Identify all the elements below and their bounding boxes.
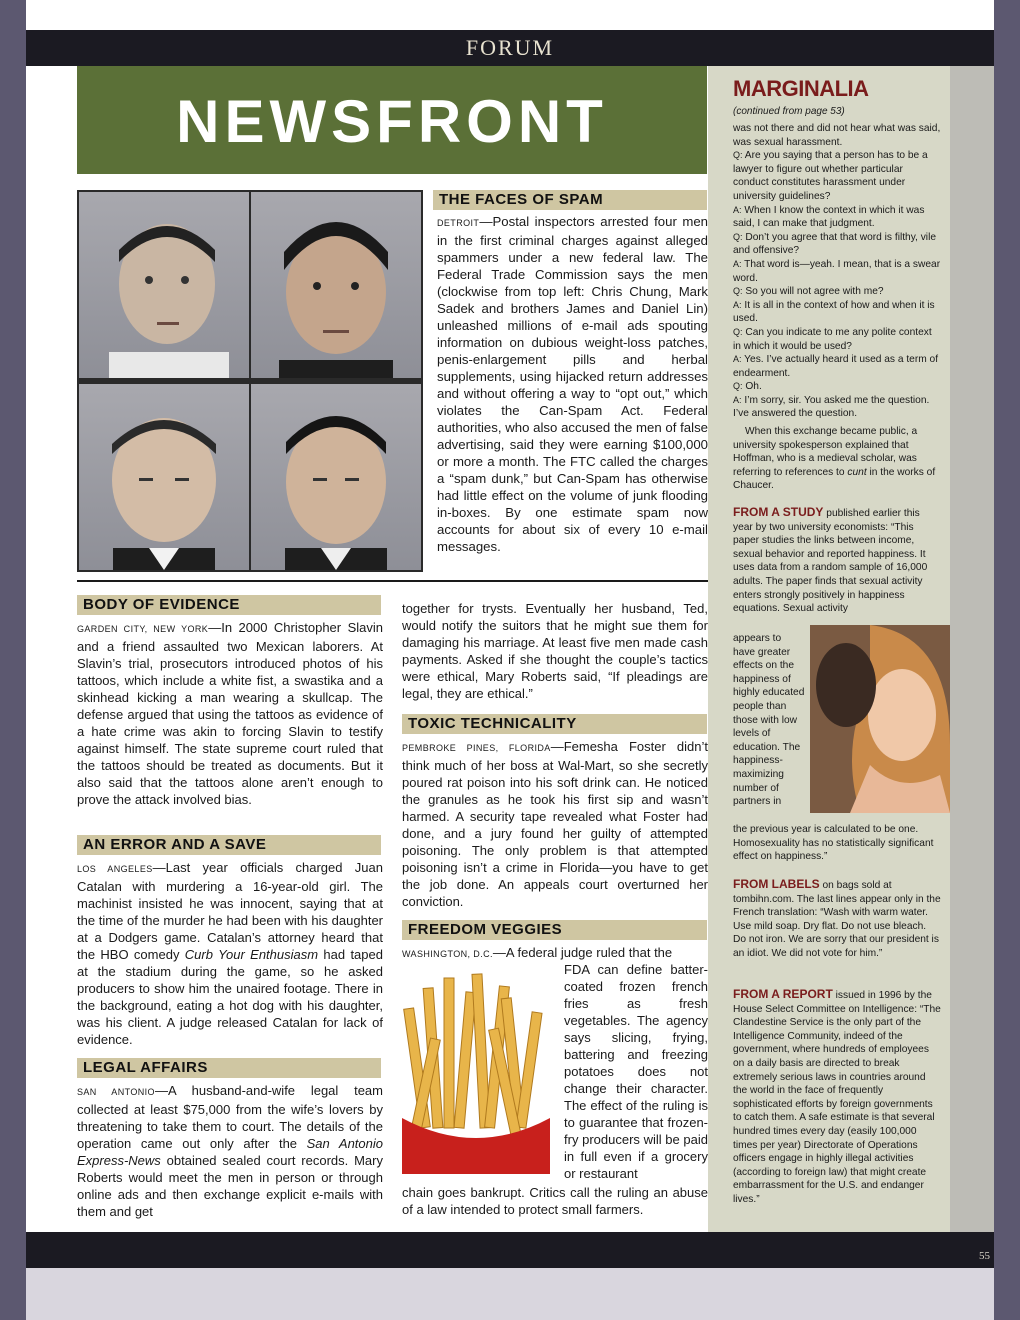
right-margin — [994, 0, 1020, 1320]
left-margin — [0, 0, 26, 1320]
article-text: —A husband-and-wife legal team collected at least $75,000 from the wife’s lovers by threatening to take them to court. The details of the operation came out only after the — [77, 1083, 383, 1151]
qa-text: Yes. I’ve actually heard it used as a term of endearment. — [733, 354, 939, 379]
qa-line — [733, 122, 941, 149]
qa-text: I’m sorry, sir. You asked me the question. I’ve answered the question. — [733, 394, 930, 420]
section-divider — [77, 580, 708, 582]
newspaper-title: San Antonio Express-News — [77, 1136, 383, 1168]
french-fries-photo — [402, 968, 550, 1174]
qa-marker: Q: — [733, 381, 743, 392]
legal-affairs-heading: LEGAL AFFAIRS — [77, 1058, 381, 1078]
couple-photo — [810, 625, 950, 813]
dateline: DETROIT — [437, 218, 480, 228]
body-of-evidence-article — [77, 619, 383, 808]
sidebar-edge — [950, 66, 994, 1232]
mugshot-photo — [251, 384, 421, 570]
qa-line — [733, 258, 941, 285]
qa-text: Are you saying that a person has to be a lawyer to figure out whether particular conduct constitutes harassment under university guidelines? — [733, 150, 928, 202]
article-text: —Last year officials charged Juan Catalan with murdering a 16-year-old girl. The machinist insisted he was innocent, saying that at the time of the murder he had been with his daughter at a Dodgers game. Catalan’s attorney heard that the HBO comedy — [77, 860, 383, 962]
qa-line — [733, 394, 941, 421]
footer-band — [26, 1232, 994, 1268]
dateline: LOS ANGELES — [77, 864, 153, 874]
marginalia-study-wrap: appears to have greater effects on the happiness of highly educated people than those with low levels of education. The happiness-maximizing number of partners in — [733, 633, 805, 808]
mugshot-photo — [79, 384, 249, 570]
qa-line — [733, 353, 941, 380]
qa-line — [733, 149, 941, 203]
qa-marker: A: — [733, 354, 742, 365]
marginalia-study-tail: the previous year is calculated to be one. Homosexuality has no statistically significant effect on happiness.” — [733, 824, 934, 863]
marginalia-closing — [733, 425, 941, 493]
study-lead: FROM A STUDY — [733, 505, 824, 519]
labels-text: on bags sold at tombihn.com. The last lines appear only in the French translation: “Wash with warm water. Use mild soap. Dry flat. Do not use bleach. Do not iron. We are sorry that our president is an idiot. We did not vote for him.” — [733, 880, 941, 959]
faces-of-spam-heading: THE FACES OF SPAM — [433, 190, 707, 210]
dateline: GARDEN CITY, NEW YORK — [77, 624, 209, 634]
top-margin — [26, 0, 994, 30]
article-text: —A federal judge ruled that the — [492, 945, 673, 960]
qa-text: was not there and did not hear what was said, was sexual harassment. — [733, 123, 941, 148]
marginalia-continued: (continued from page 53) — [733, 106, 845, 117]
article-text: —Femesha Foster didn’t think much of her boss at Wal-Mart, so she secretly poured rat poison into his soft drink can. He noticed the granules as he took his first sip and wasn’t harmed. A security tape revealed what Foster had done, and a jury found her guilty of attempted poisoning. The only problem is that attempted poisoning isn’t a crime in Florida—you have to get the job done. An appeals court overturned her conviction. — [402, 739, 708, 909]
marginalia-title: MARGINALIA — [733, 76, 869, 101]
freedom-veggies-tail: chain goes bankrupt. Critics call the ruling an abuse of a law intended to protect small farmers. — [402, 1185, 708, 1217]
report-text: issued in 1996 by the House Select Committee on Intelligence: “The Clandestine Service is the only part of the Intelligence Community, indeed of the government, where hundreds of employees on a daily basis are directed to break extremely serious laws in countries around the world in the face of frequently sophisticated efforts by foreign governments to catch them. A safe estimate is that several hundred times every day (easily 100,000 times per year) Directorate of Operations officers engage in highly illegal activities (according to foreign law) that might create embarrassment for the U.S. and endanger lives.” — [733, 990, 941, 1205]
article-text: had taped at the stadium during the game, so he asked producers to show him the unaired footage. There in the background, eating a hot dog with his daughter, was his client. A judge released Catalan for lack of evidence. — [77, 947, 383, 1047]
freedom-veggies-heading: FREEDOM VEGGIES — [402, 920, 707, 940]
article-text: —Postal inspectors arrested four men in the first criminal charges against alleged spammers under a new federal law. The Federal Trade Commission says the men (clockwise from top left: Chris Chung, Mark Sadek and brothers James and Daniel Lin) unleashed millions of e-mail ads spouting information on dubious weight-loss patches, penis-enlargement pills and herbal supplements, using hijacked return addresses and without offering a way to “opt out,” which violates the Can-Spam Act. Federal authorities, who also accused the men of false advertising, said they were earning $100,000 or more a month. The FTC called the charges a “spam dunk,” but Can-Spam has otherwise had little effect on the volume of junk flooding in-boxes. By one estimate spam now accounts for about six of every 10 e-mail messages. — [437, 214, 708, 554]
mugshot-photo — [79, 192, 249, 378]
qa-text: It is all in the context of how and when it is used. — [733, 299, 935, 325]
qa-marker: A: — [733, 258, 742, 269]
qa-text: Can you indicate to me any polite context in which it would be used? — [733, 326, 932, 352]
body-of-evidence-heading: BODY OF EVIDENCE — [77, 595, 381, 615]
toxic-technicality-article — [402, 738, 708, 910]
qa-marker: Q: — [733, 286, 743, 297]
qa-line — [733, 204, 941, 231]
qa-marker: A: — [733, 394, 742, 405]
toxic-technicality-heading: TOXIC TECHNICALITY — [402, 714, 707, 734]
qa-line — [733, 380, 941, 394]
dateline: SAN ANTONIO — [77, 1087, 155, 1097]
error-and-save-article — [77, 859, 383, 1048]
article-text: —In 2000 Christopher Slavin and a friend assaulted two Mexican laborers. At Slavin’s trial, prosecutors introduced photos of his tattoos, which include a white fist, a swastika and a skinhead kicking a man wearing a skullcap. The defense argued that using the tattoos as evidence of a hate crime was akin to forcing Slavin to testify against himself. The state supreme court ruled that the tattoos should be treated as documents. But it also said that the tattoos alone aren’t enough to prove the attack involved bias. — [77, 620, 384, 807]
closing-text: in the works of Chaucer. — [733, 466, 936, 492]
mugshot-photo — [251, 192, 421, 378]
article-text: obtained sealed court records. Mary Roberts would meet the men in person or through online ads and then exchange explicit e-mails with them and get — [77, 1153, 383, 1219]
marginalia-labels — [733, 878, 941, 961]
study-text: published earlier this year by two university economists: “This paper studies the links between income, sexual behavior and reported happiness. It uses data from a random sample of 16,000 adults. The paper finds that sexual activity enters strongly positively in happiness equations. Sexual activity — [733, 508, 928, 615]
qa-text: Oh. — [745, 381, 762, 393]
show-title: Curb Your Enthusiasm — [184, 947, 319, 962]
qa-text: That word is—yeah. I mean, that is a swear word. — [733, 258, 941, 284]
qa-text: Don’t you agree that that word is filthy, vile and offensive? — [733, 231, 936, 257]
report-lead: FROM A REPORT — [733, 987, 833, 1001]
qa-marker: A: — [733, 204, 742, 215]
qa-text: When I know the context in which it was said, I can make that judgment. — [733, 204, 925, 230]
freedom-veggies-wrap: FDA can define batter-coated frozen french fries as fresh vegetables. The agency says slicing, frying, battering and freezing potatoes does not change their character. The effect of the ruling is to guarantee that frozen-fry producers will be paid in full even if a grocery or restaurant — [564, 962, 708, 1181]
closing-text: When this exchange became public, a university spokesperson explained that Hoffman, who is a medieval scholar, was referring to references to — [733, 426, 918, 478]
page-title: NEWSFRONT — [176, 88, 608, 155]
error-and-save-heading: AN ERROR AND A SAVE — [77, 835, 381, 855]
qa-line — [733, 326, 941, 353]
marginalia-study — [733, 506, 941, 616]
marginalia-qa — [733, 122, 941, 421]
qa-text: So you will not agree with me? — [745, 286, 884, 298]
qa-marker: Q: — [733, 231, 743, 242]
qa-line — [733, 231, 941, 258]
faces-of-spam-article — [437, 213, 708, 555]
marginalia-report — [733, 988, 941, 1207]
closing-word: cunt — [847, 466, 867, 478]
qa-line — [733, 299, 941, 326]
legal-affairs-article — [77, 1082, 383, 1220]
qa-marker: Q: — [733, 326, 743, 337]
dateline: PEMBROKE PINES, FLORIDA — [402, 743, 551, 753]
page-number: 55 — [979, 1250, 990, 1262]
section-label: FORUM — [465, 35, 555, 60]
dateline: WASHINGTON, D.C. — [402, 949, 493, 959]
qa-marker: A: — [733, 299, 742, 310]
labels-lead: FROM LABELS — [733, 877, 820, 891]
legal-affairs-continued: together for trysts. Eventually her husband, Ted, would notify the suitors that he might sue them for damaging his marriage. At least five men made cash payments. Asked if she thought the couple’s tactics were ethical, Mary Roberts said, “If pleadings are legal, they are ethical.” — [402, 601, 708, 701]
qa-marker: Q: — [733, 150, 743, 161]
bottom-margin — [26, 1268, 994, 1320]
qa-line — [733, 285, 941, 299]
